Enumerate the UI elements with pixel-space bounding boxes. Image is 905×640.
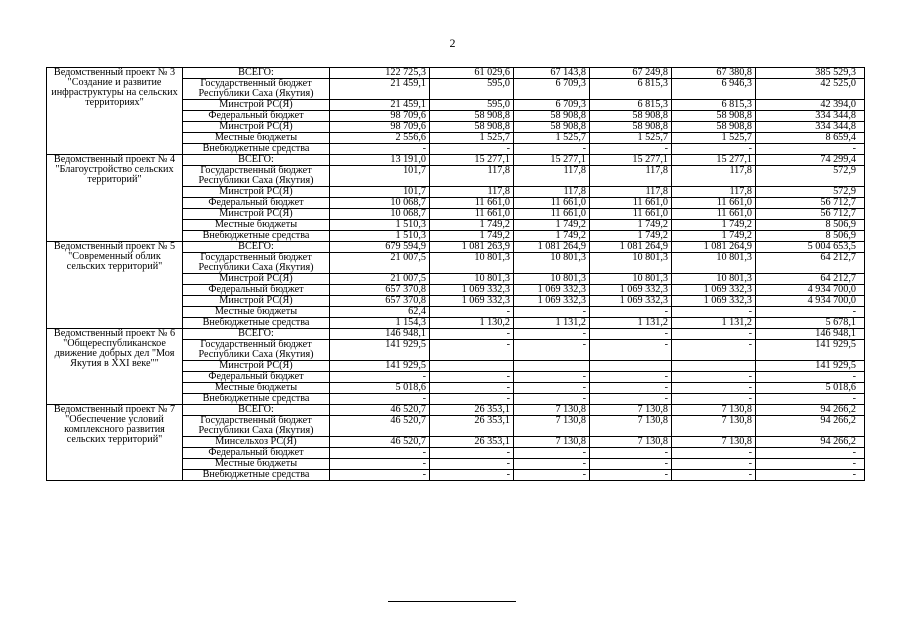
value-cell: - <box>514 340 590 361</box>
value-cell: 11 661,0 <box>514 209 590 220</box>
value-cell: 62,4 <box>330 307 430 318</box>
table-row <box>47 329 865 340</box>
funding-source-cell: ВСЕГО: <box>183 155 330 166</box>
value-cell: 141 929,5 <box>330 340 430 361</box>
table-row <box>47 405 865 416</box>
table-row <box>47 155 865 166</box>
value-cell: 10 801,3 <box>590 253 672 274</box>
total-value-cell: - <box>756 459 865 470</box>
value-cell: - <box>514 459 590 470</box>
total-value-cell: 42 525,0 <box>756 79 865 100</box>
value-cell: - <box>430 372 514 383</box>
value-cell: - <box>672 448 756 459</box>
total-value-cell: 334 344,8 <box>756 122 865 133</box>
value-cell: - <box>430 340 514 361</box>
funding-source-cell: ВСЕГО: <box>183 68 330 79</box>
value-cell: 7 130,8 <box>590 405 672 416</box>
value-cell: 21 007,5 <box>330 274 430 285</box>
value-cell: 117,8 <box>514 166 590 187</box>
value-cell: - <box>590 340 672 361</box>
total-value-cell: 94 266,2 <box>756 416 865 437</box>
value-cell: - <box>590 372 672 383</box>
value-cell: 10 801,3 <box>514 274 590 285</box>
value-cell: 6 815,3 <box>590 100 672 111</box>
value-cell: 1 525,7 <box>430 133 514 144</box>
value-cell: 15 277,1 <box>590 155 672 166</box>
value-cell: 10 068,7 <box>330 198 430 209</box>
value-cell: 6 815,3 <box>672 100 756 111</box>
value-cell: 595,0 <box>430 79 514 100</box>
project-name-cell: Ведомственный проект № 4 "Благоустройство сельских территорий" <box>47 155 183 242</box>
value-cell: 1 525,7 <box>514 133 590 144</box>
funding-source-cell: Внебюджетные средства <box>183 318 330 329</box>
value-cell: - <box>430 329 514 340</box>
funding-source-cell: Местные бюджеты <box>183 307 330 318</box>
funding-source-cell: Минстрой РС(Я) <box>183 187 330 198</box>
value-cell: 1 081 264,9 <box>590 242 672 253</box>
value-cell: 117,8 <box>430 166 514 187</box>
total-value-cell: 5 678,1 <box>756 318 865 329</box>
total-value-cell: 5 018,6 <box>756 383 865 394</box>
total-value-cell: 5 004 653,5 <box>756 242 865 253</box>
value-cell: - <box>514 307 590 318</box>
value-cell: 1 510,3 <box>330 220 430 231</box>
value-cell: 61 029,6 <box>430 68 514 79</box>
project-name-cell: Ведомственный проект № 3 "Создание и развитие инфраструктуры на сельских территориях" <box>47 68 183 155</box>
value-cell: - <box>330 144 430 155</box>
value-cell: - <box>514 448 590 459</box>
value-cell: 6 815,3 <box>590 79 672 100</box>
value-cell: 1 749,2 <box>590 220 672 231</box>
total-value-cell: 334 344,8 <box>756 111 865 122</box>
value-cell: 13 191,0 <box>330 155 430 166</box>
value-cell: - <box>672 307 756 318</box>
value-cell: - <box>514 144 590 155</box>
value-cell: 1 081 263,9 <box>430 242 514 253</box>
value-cell: 101,7 <box>330 166 430 187</box>
value-cell: 58 908,8 <box>514 111 590 122</box>
value-cell: - <box>330 372 430 383</box>
value-cell: 7 130,8 <box>514 437 590 448</box>
value-cell: 7 130,8 <box>672 405 756 416</box>
funding-source-cell: Федеральный бюджет <box>183 448 330 459</box>
value-cell: - <box>430 470 514 481</box>
funding-source-cell: Минсельхоз РС(Я) <box>183 437 330 448</box>
value-cell: 657 370,8 <box>330 285 430 296</box>
funding-source-cell: Местные бюджеты <box>183 383 330 394</box>
value-cell: 1 510,3 <box>330 231 430 242</box>
value-cell: 101,7 <box>330 187 430 198</box>
funding-source-cell: ВСЕГО: <box>183 242 330 253</box>
total-value-cell: 572,9 <box>756 187 865 198</box>
project-name-cell: Ведомственный проект № 7 "Обеспечение условий комплексного развития сельских территорий" <box>47 405 183 481</box>
value-cell: - <box>590 470 672 481</box>
funding-source-cell: Внебюджетные средства <box>183 470 330 481</box>
funding-source-cell: Федеральный бюджет <box>183 372 330 383</box>
value-cell: 1 069 332,3 <box>672 296 756 307</box>
value-cell: 11 661,0 <box>430 209 514 220</box>
value-cell: 11 661,0 <box>672 198 756 209</box>
value-cell: 58 908,8 <box>590 122 672 133</box>
funding-source-cell: Внебюджетные средства <box>183 144 330 155</box>
value-cell: 10 801,3 <box>514 253 590 274</box>
value-cell: 117,8 <box>590 166 672 187</box>
total-value-cell: 74 299,4 <box>756 155 865 166</box>
value-cell: 1 131,2 <box>672 318 756 329</box>
total-value-cell: - <box>756 307 865 318</box>
funding-source-cell: Внебюджетные средства <box>183 231 330 242</box>
funding-source-cell: Минстрой РС(Я) <box>183 100 330 111</box>
value-cell <box>590 361 672 372</box>
value-cell: 67 143,8 <box>514 68 590 79</box>
total-value-cell: 56 712,7 <box>756 209 865 220</box>
value-cell: 2 556,6 <box>330 133 430 144</box>
value-cell: 117,8 <box>514 187 590 198</box>
value-cell: - <box>514 329 590 340</box>
value-cell: 15 277,1 <box>430 155 514 166</box>
value-cell: 5 018,6 <box>330 383 430 394</box>
value-cell: - <box>514 394 590 405</box>
total-value-cell: 141 929,5 <box>756 361 865 372</box>
value-cell: 1 749,2 <box>590 231 672 242</box>
value-cell: 26 353,1 <box>430 405 514 416</box>
value-cell: 21 007,5 <box>330 253 430 274</box>
value-cell: - <box>672 470 756 481</box>
value-cell: 21 459,1 <box>330 100 430 111</box>
total-value-cell: - <box>756 144 865 155</box>
funding-source-cell: Минстрой РС(Я) <box>183 296 330 307</box>
value-cell: 11 661,0 <box>590 209 672 220</box>
value-cell: 7 130,8 <box>590 437 672 448</box>
value-cell: - <box>590 144 672 155</box>
value-cell: 146 948,1 <box>330 329 430 340</box>
value-cell: - <box>514 470 590 481</box>
funding-source-cell: Государственный бюджет Республики Саха (Якутия) <box>183 166 330 187</box>
project-name-cell: Ведомственный проект № 6 "Общереспубликанское движение добрых дел "Моя Якутия в XXI веке"" <box>47 329 183 405</box>
value-cell: 1 069 332,3 <box>430 285 514 296</box>
value-cell: 6 709,3 <box>514 100 590 111</box>
value-cell: 141 929,5 <box>330 361 430 372</box>
value-cell: - <box>672 394 756 405</box>
value-cell: 117,8 <box>590 187 672 198</box>
value-cell: 15 277,1 <box>514 155 590 166</box>
total-value-cell: 572,9 <box>756 166 865 187</box>
funding-source-cell: Местные бюджеты <box>183 459 330 470</box>
value-cell: 1 154,3 <box>330 318 430 329</box>
total-value-cell: 94 266,2 <box>756 405 865 416</box>
value-cell: 1 525,7 <box>672 133 756 144</box>
value-cell: 6 709,3 <box>514 79 590 100</box>
funding-source-cell: Государственный бюджет Республики Саха (Якутия) <box>183 253 330 274</box>
table-row <box>47 242 865 253</box>
total-value-cell: 8 506,9 <box>756 231 865 242</box>
value-cell: 58 908,8 <box>430 122 514 133</box>
value-cell: 117,8 <box>430 187 514 198</box>
value-cell: 7 130,8 <box>590 416 672 437</box>
value-cell: 1 749,2 <box>514 220 590 231</box>
value-cell: 26 353,1 <box>430 416 514 437</box>
funding-source-cell: Минстрой РС(Я) <box>183 209 330 220</box>
value-cell: 15 277,1 <box>672 155 756 166</box>
value-cell: 1 069 332,3 <box>514 285 590 296</box>
total-value-cell: 4 934 700,0 <box>756 296 865 307</box>
funding-source-cell: ВСЕГО: <box>183 405 330 416</box>
funding-source-cell: Местные бюджеты <box>183 133 330 144</box>
total-value-cell: 146 948,1 <box>756 329 865 340</box>
value-cell: 7 130,8 <box>672 416 756 437</box>
total-value-cell: 64 212,7 <box>756 253 865 274</box>
value-cell: - <box>430 459 514 470</box>
value-cell: 21 459,1 <box>330 79 430 100</box>
value-cell: 46 520,7 <box>330 405 430 416</box>
value-cell: - <box>590 448 672 459</box>
value-cell: - <box>590 383 672 394</box>
value-cell: 67 249,8 <box>590 68 672 79</box>
total-value-cell: 56 712,7 <box>756 198 865 209</box>
value-cell: 10 801,3 <box>672 274 756 285</box>
total-value-cell: - <box>756 372 865 383</box>
value-cell: 10 801,3 <box>430 274 514 285</box>
value-cell: 1 081 264,9 <box>672 242 756 253</box>
total-value-cell: 94 266,2 <box>756 437 865 448</box>
value-cell <box>514 361 590 372</box>
value-cell: 11 661,0 <box>672 209 756 220</box>
value-cell: 1 525,7 <box>590 133 672 144</box>
value-cell <box>672 361 756 372</box>
funding-source-cell: Внебюджетные средства <box>183 394 330 405</box>
value-cell: 98 709,6 <box>330 111 430 122</box>
page-number: 2 <box>449 36 456 50</box>
value-cell: 657 370,8 <box>330 296 430 307</box>
funding-source-cell: Государственный бюджет Республики Саха (Якутия) <box>183 79 330 100</box>
value-cell: - <box>672 459 756 470</box>
funding-source-cell: ВСЕГО: <box>183 329 330 340</box>
total-value-cell: - <box>756 448 865 459</box>
value-cell: 595,0 <box>430 100 514 111</box>
value-cell: 1 069 332,3 <box>590 296 672 307</box>
value-cell: 1 069 332,3 <box>514 296 590 307</box>
value-cell: 1 131,2 <box>590 318 672 329</box>
value-cell: - <box>590 307 672 318</box>
value-cell: - <box>590 329 672 340</box>
funding-source-cell: Федеральный бюджет <box>183 198 330 209</box>
value-cell: 7 130,8 <box>514 416 590 437</box>
value-cell: 58 908,8 <box>672 122 756 133</box>
value-cell: 117,8 <box>672 166 756 187</box>
value-cell: - <box>672 340 756 361</box>
value-cell: - <box>430 144 514 155</box>
project-name-cell: Ведомственный проект № 5 "Современный облик сельских территорий" <box>47 242 183 329</box>
value-cell: 1 069 332,3 <box>590 285 672 296</box>
value-cell: - <box>330 459 430 470</box>
value-cell: 7 130,8 <box>514 405 590 416</box>
funding-source-cell: Местные бюджеты <box>183 220 330 231</box>
value-cell: 10 801,3 <box>430 253 514 274</box>
budget-table <box>46 67 865 481</box>
value-cell: 58 908,8 <box>672 111 756 122</box>
value-cell: - <box>430 394 514 405</box>
value-cell: 1 749,2 <box>672 220 756 231</box>
total-value-cell: - <box>756 470 865 481</box>
value-cell: 6 946,3 <box>672 79 756 100</box>
value-cell: 7 130,8 <box>672 437 756 448</box>
value-cell: - <box>672 383 756 394</box>
value-cell: 1 069 332,3 <box>672 285 756 296</box>
value-cell: - <box>430 448 514 459</box>
funding-source-cell: Минстрой РС(Я) <box>183 122 330 133</box>
value-cell: 1 749,2 <box>514 231 590 242</box>
value-cell: 1 081 264,9 <box>514 242 590 253</box>
value-cell <box>430 361 514 372</box>
value-cell: 46 520,7 <box>330 416 430 437</box>
funding-source-cell: Федеральный бюджет <box>183 111 330 122</box>
value-cell: 10 068,7 <box>330 209 430 220</box>
value-cell: 1 069 332,3 <box>430 296 514 307</box>
value-cell: 1 749,2 <box>672 231 756 242</box>
funding-source-cell: Федеральный бюджет <box>183 285 330 296</box>
value-cell: 11 661,0 <box>590 198 672 209</box>
value-cell: 1 130,2 <box>430 318 514 329</box>
value-cell: 10 801,3 <box>672 253 756 274</box>
value-cell: 679 594,9 <box>330 242 430 253</box>
value-cell: 1 749,2 <box>430 220 514 231</box>
value-cell: - <box>514 383 590 394</box>
total-value-cell: 385 529,3 <box>756 68 865 79</box>
funding-source-cell: Государственный бюджет Республики Саха (Якутия) <box>183 416 330 437</box>
value-cell: 58 908,8 <box>514 122 590 133</box>
footer-rule <box>388 601 516 602</box>
value-cell: - <box>672 329 756 340</box>
total-value-cell: 4 934 700,0 <box>756 285 865 296</box>
value-cell: - <box>330 448 430 459</box>
funding-source-cell: Государственный бюджет Республики Саха (Якутия) <box>183 340 330 361</box>
value-cell: - <box>590 459 672 470</box>
value-cell: 98 709,6 <box>330 122 430 133</box>
value-cell: 1 131,2 <box>514 318 590 329</box>
total-value-cell: 64 212,7 <box>756 274 865 285</box>
total-value-cell: 42 394,0 <box>756 100 865 111</box>
value-cell: - <box>330 470 430 481</box>
value-cell: 1 749,2 <box>430 231 514 242</box>
total-value-cell: 8 659,4 <box>756 133 865 144</box>
value-cell: 26 353,1 <box>430 437 514 448</box>
total-value-cell: 141 929,5 <box>756 340 865 361</box>
value-cell: 58 908,8 <box>590 111 672 122</box>
total-value-cell: - <box>756 394 865 405</box>
value-cell: - <box>430 383 514 394</box>
value-cell: - <box>590 394 672 405</box>
table-row <box>47 68 865 79</box>
value-cell: - <box>672 372 756 383</box>
value-cell: 46 520,7 <box>330 437 430 448</box>
funding-source-cell: Минстрой РС(Я) <box>183 361 330 372</box>
value-cell: 11 661,0 <box>514 198 590 209</box>
value-cell: 122 725,3 <box>330 68 430 79</box>
value-cell: 58 908,8 <box>430 111 514 122</box>
value-cell: 117,8 <box>672 187 756 198</box>
value-cell: 10 801,3 <box>590 274 672 285</box>
value-cell: 11 661,0 <box>430 198 514 209</box>
total-value-cell: 8 506,9 <box>756 220 865 231</box>
value-cell: - <box>672 144 756 155</box>
value-cell: - <box>430 307 514 318</box>
value-cell: - <box>514 372 590 383</box>
funding-source-cell: Минстрой РС(Я) <box>183 274 330 285</box>
value-cell: - <box>330 394 430 405</box>
value-cell: 67 380,8 <box>672 68 756 79</box>
